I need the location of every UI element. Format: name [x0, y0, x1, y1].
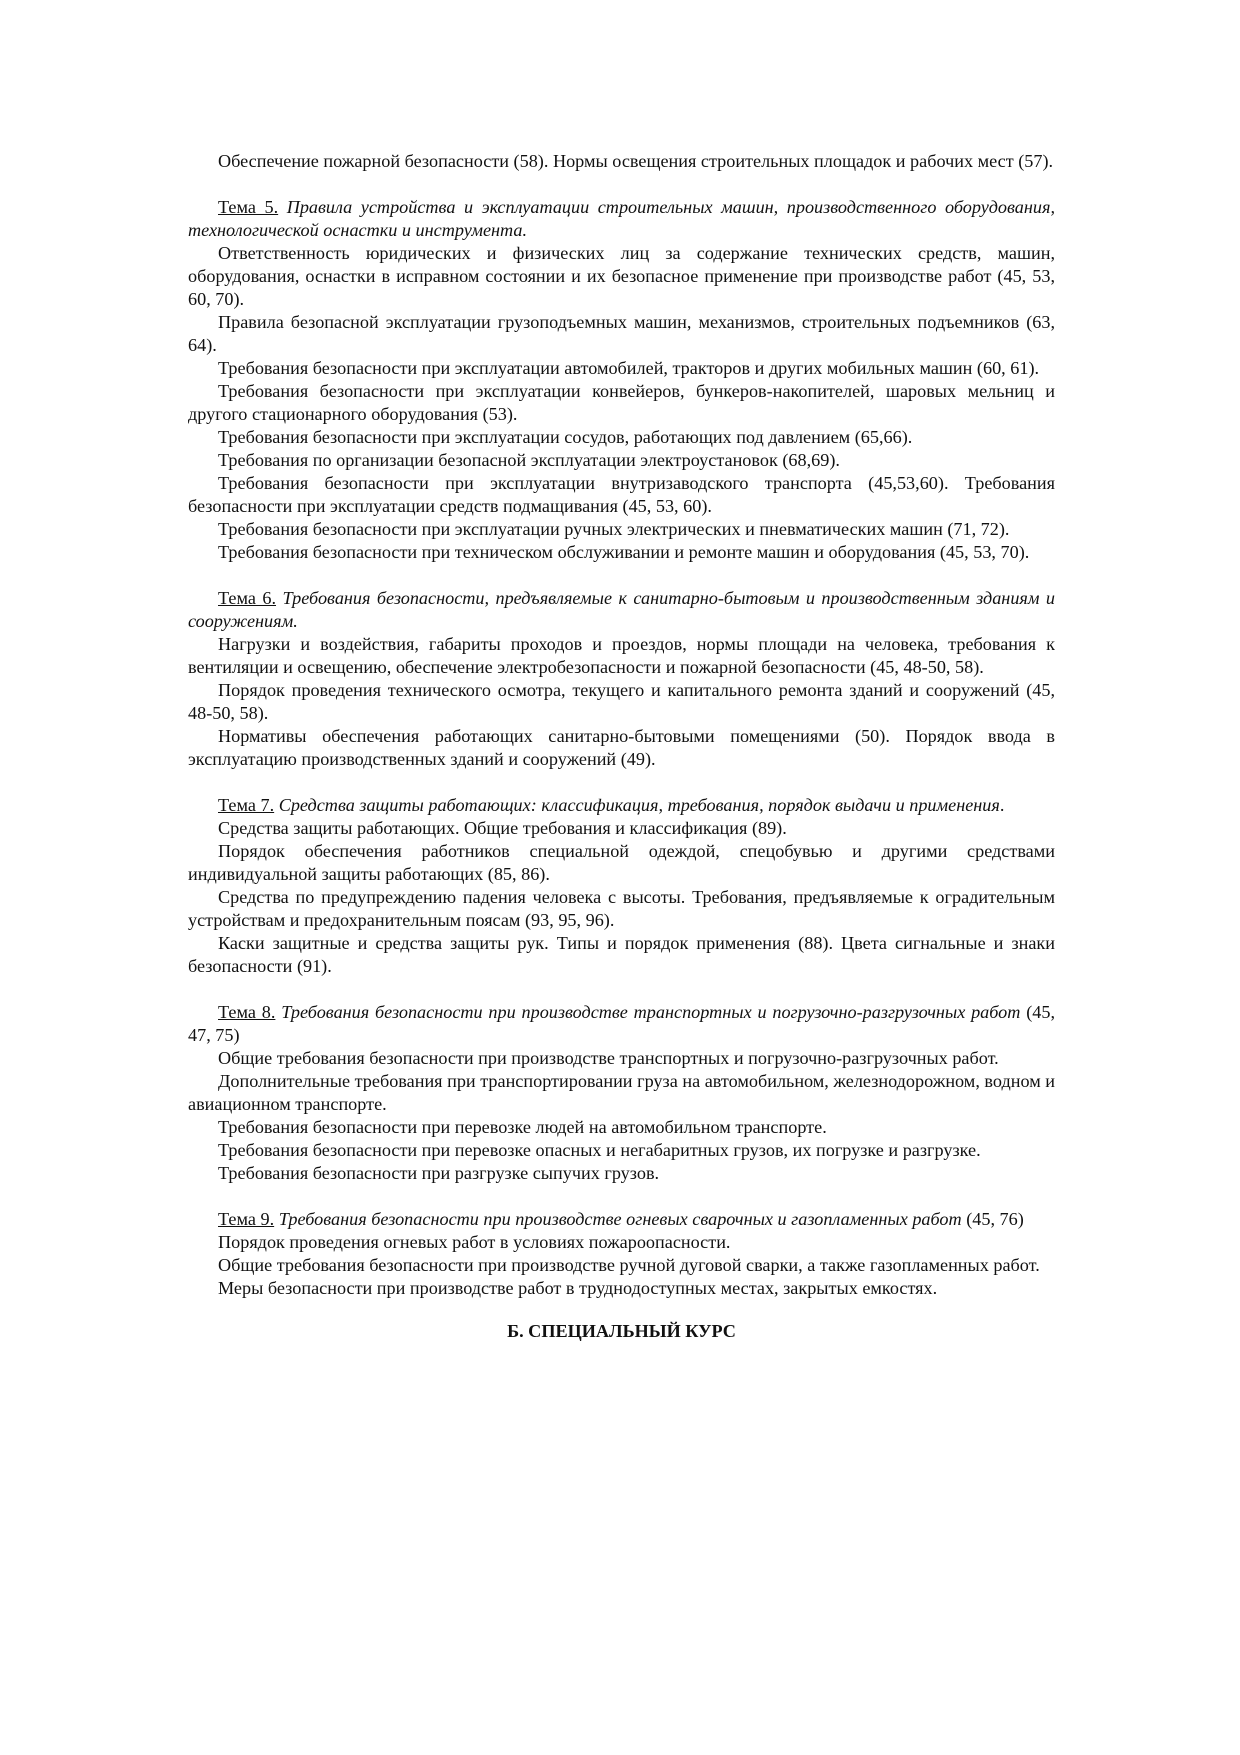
topic-paragraph: Порядок обеспечения работников специальной одеждой, спецобувью и другими средствами индивидуальной защиты работающих (85, 86).	[188, 841, 1055, 884]
topic-spacer	[188, 564, 1055, 587]
topic-block	[188, 1208, 1055, 1300]
topic-heading	[188, 1208, 1055, 1231]
intro-paragraph: Обеспечение пожарной безопасности (58). Нормы освещения строительных площадок и рабочих мест (57).	[218, 151, 1054, 171]
topic-paragraph: Общие требования безопасности при производстве транспортных и погрузочно-разгрузочных работ.	[218, 1048, 999, 1068]
topic-suffix: .	[999, 795, 1005, 815]
topic-number: Тема 9.	[218, 1209, 275, 1229]
topic-spacer	[188, 978, 1055, 1001]
intro-section	[188, 150, 1055, 173]
topic-number: Тема 8.	[218, 1002, 276, 1022]
topic-paragraph: Нагрузки и воздействия, габариты проходов и проездов, нормы площади на человека, требования к вентиляции и освещению, обеспечение электробезопасности и пожарной безопасности (45, 48-50, 58).	[188, 634, 1055, 677]
topic-block	[188, 794, 1055, 978]
document-page	[188, 150, 1055, 1343]
topic-paragraph: Требования безопасности при техническом обслуживании и ремонте машин и оборудования (45, 53, 70).	[218, 542, 1030, 562]
topic-paragraph: Каски защитные и средства защиты рук. Типы и порядок применения (88). Цвета сигнальные и знаки безопасности (91).	[188, 933, 1055, 976]
topic-paragraph: Требования безопасности при эксплуатации автомобилей, тракторов и других мобильных машин (60, 61).	[218, 358, 1040, 378]
topic-title: Требования безопасности при производстве транспортных и погрузочно-разгрузочных работ	[281, 1002, 1021, 1022]
topic-title: Требования безопасности при производстве огневых сварочных и газопламенных работ	[278, 1209, 962, 1229]
topic-paragraph: Общие требования безопасности при производстве ручной дуговой сварки, а также газопламенных работ.	[218, 1255, 1040, 1275]
topic-block	[188, 196, 1055, 564]
topic-paragraph: Дополнительные требования при транспортировании груза на автомобильном, железнодорожном, водном и авиационном транспорте.	[188, 1071, 1055, 1114]
topic-paragraph: Требования безопасности при эксплуатации конвейеров, бункеров-накопителей, шаровых мельниц и другого стационарного оборудования (53).	[188, 381, 1055, 424]
topic-heading	[188, 1001, 1055, 1047]
topic-title: Средства защиты работающих: классификация, требования, порядок выдачи и применения	[278, 795, 1000, 815]
topic-paragraph: Средства по предупреждению падения человека с высоты. Требования, предъявляемые к оградительным устройствам и предохранительным поясам (93, 95, 96).	[188, 887, 1055, 930]
topic-number: Тема 7.	[218, 795, 275, 815]
topic-spacer	[188, 1185, 1055, 1208]
topic-paragraph: Требования безопасности при перевозке людей на автомобильном транспорте.	[218, 1117, 827, 1137]
topic-number: Тема 6.	[218, 588, 277, 608]
topic-paragraph: Правила безопасной эксплуатации грузоподъемных машин, механизмов, строительных подъемников (63, 64).	[188, 312, 1055, 355]
topic-paragraph: Порядок проведения огневых работ в условиях пожароопасности.	[218, 1232, 731, 1252]
topic-spacer	[188, 771, 1055, 794]
topic-paragraph: Порядок проведения технического осмотра, текущего и капитального ремонта зданий и сооружений (45, 48-50, 58).	[188, 680, 1055, 723]
topic-suffix: (45, 47, 75)	[188, 1002, 1056, 1045]
topic-title: Правила устройства и эксплуатации строительных машин, производственного оборудования, технологической оснастки и инструмента.	[188, 197, 1056, 240]
topic-paragraph: Требования по организации безопасной эксплуатации электроустановок (68,69).	[218, 450, 840, 470]
section-heading: Б. СПЕЦИАЛЬНЫЙ КУРС	[507, 1321, 736, 1341]
topic-spacer	[188, 173, 1055, 196]
topic-paragraph: Требования безопасности при эксплуатации сосудов, работающих под давлением (65,66).	[218, 427, 913, 447]
topic-block	[188, 587, 1055, 771]
topic-heading	[188, 196, 1055, 242]
topic-paragraph: Требования безопасности при разгрузке сыпучих грузов.	[218, 1163, 660, 1183]
topics-section	[188, 173, 1055, 1300]
topic-title: Требования безопасности, предъявляемые к санитарно-бытовым и производственным зданиям и сооружениям.	[188, 588, 1055, 631]
topic-heading	[188, 794, 1055, 817]
topic-paragraph: Требования безопасности при перевозке опасных и негабаритных грузов, их погрузке и разгрузке.	[218, 1140, 981, 1160]
topic-number: Тема 5.	[218, 197, 279, 217]
topic-paragraph: Средства защиты работающих. Общие требования и классификация (89).	[218, 818, 787, 838]
topic-suffix: (45, 76)	[961, 1209, 1024, 1229]
topic-block	[188, 1001, 1055, 1185]
topic-paragraph: Меры безопасности при производстве работ в труднодоступных местах, закрытых емкостях.	[218, 1278, 938, 1298]
topic-paragraph: Требования безопасности при эксплуатации ручных электрических и пневматических машин (71, 72).	[218, 519, 1010, 539]
topic-heading	[188, 587, 1055, 633]
topic-paragraph: Требования безопасности при эксплуатации внутризаводского транспорта (45,53,60). Требования безопасности при эксплуатации средств подмащивания (45, 53, 60).	[188, 473, 1055, 516]
topic-paragraph: Нормативы обеспечения работающих санитарно-бытовыми помещениями (50). Порядок ввода в эксплуатацию производственных зданий и сооружений (49).	[188, 726, 1055, 769]
topic-paragraph: Ответственность юридических и физических лиц за содержание технических средств, машин, оборудования, оснастки в исправном состоянии и их безопасное применение при производстве работ (45, 53, 60, 70).	[188, 243, 1055, 309]
